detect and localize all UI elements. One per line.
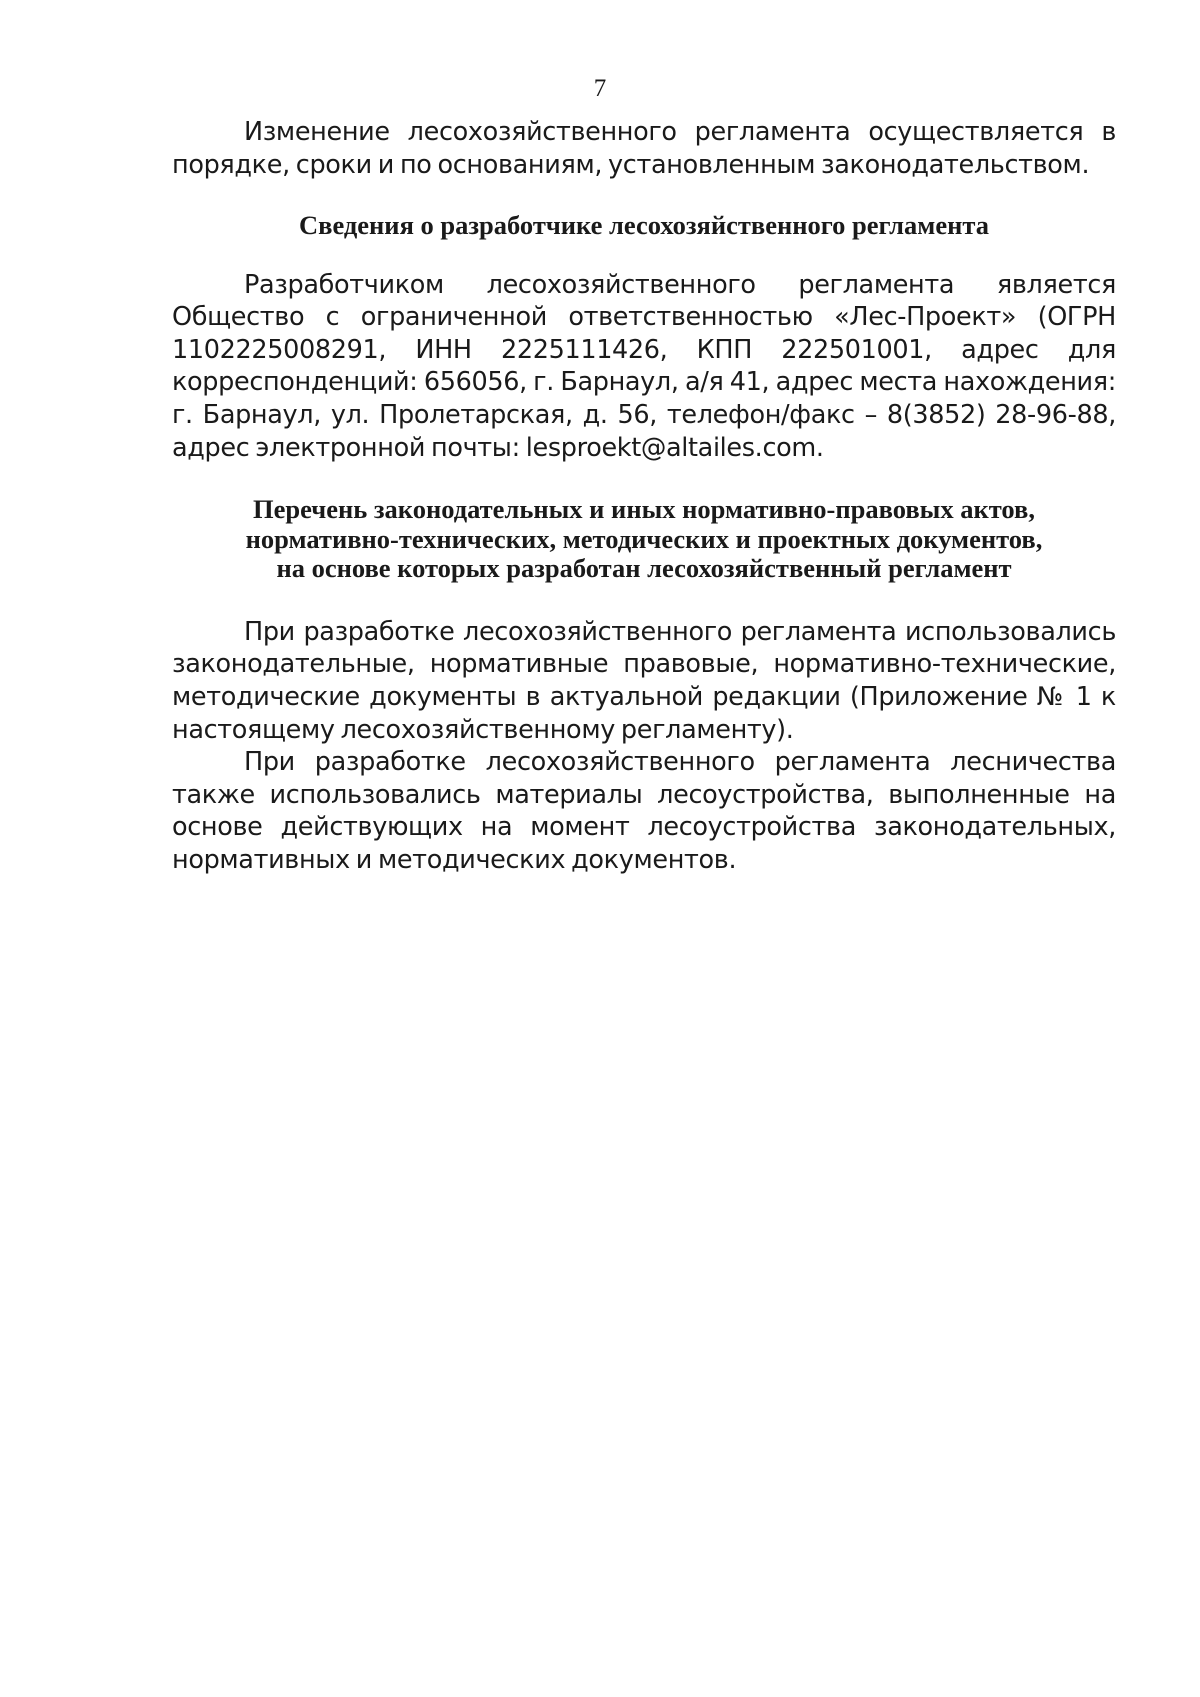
developer-paragraph: Разработчиком лесохозяйственного регламента является Общество с ограниченной ответственностью «Лес-Проект» (ОГРН 1102225008291, ИНН 2225111426, КПП 222501001, адрес для корреспонденций: 656056, г. Барнаул, а/я 41, адрес места нахождения: г. Барнаул, ул. Пролетарская, д. 56, телефон/факс – 8(3852) 28-96-88, адрес электронной почты: lesproekt@altailes.com. bbox=[172, 269, 1116, 463]
intro-paragraph: Изменение лесохозяйственного регламента осуществляется в порядке, сроки и по основаниям, установленным законодательством. bbox=[172, 117, 1116, 180]
acts-heading-line-2: нормативно-технических, методических и проектных документов, bbox=[245, 523, 1043, 554]
page-content bbox=[172, 116, 1116, 877]
acts-heading-line-3: на основе которых разработан лесохозяйственный регламент bbox=[276, 553, 1012, 584]
developer-heading: Сведения о разработчике лесохозяйственного регламента bbox=[299, 210, 989, 241]
acts-paragraph-2: При разработке лесохозяйственного регламента лесничества также использовались материалы лесоустройства, выполненные на основе действующих на момент лесоустройства законодательных, нормативных и методических документов. bbox=[172, 747, 1116, 875]
acts-paragraph-1: При разработке лесохозяйственного регламента использовались законодательные, нормативные правовые, нормативно-технические, методические документы в актуальной редакции (Приложение № 1 к настоящему лесохозяйственному регламенту). bbox=[172, 616, 1116, 745]
page-number: 7 bbox=[593, 75, 607, 102]
acts-heading-line-1: Перечень законодательных и иных нормативно-правовых актов, bbox=[253, 494, 1035, 525]
acts-heading bbox=[172, 495, 1116, 584]
